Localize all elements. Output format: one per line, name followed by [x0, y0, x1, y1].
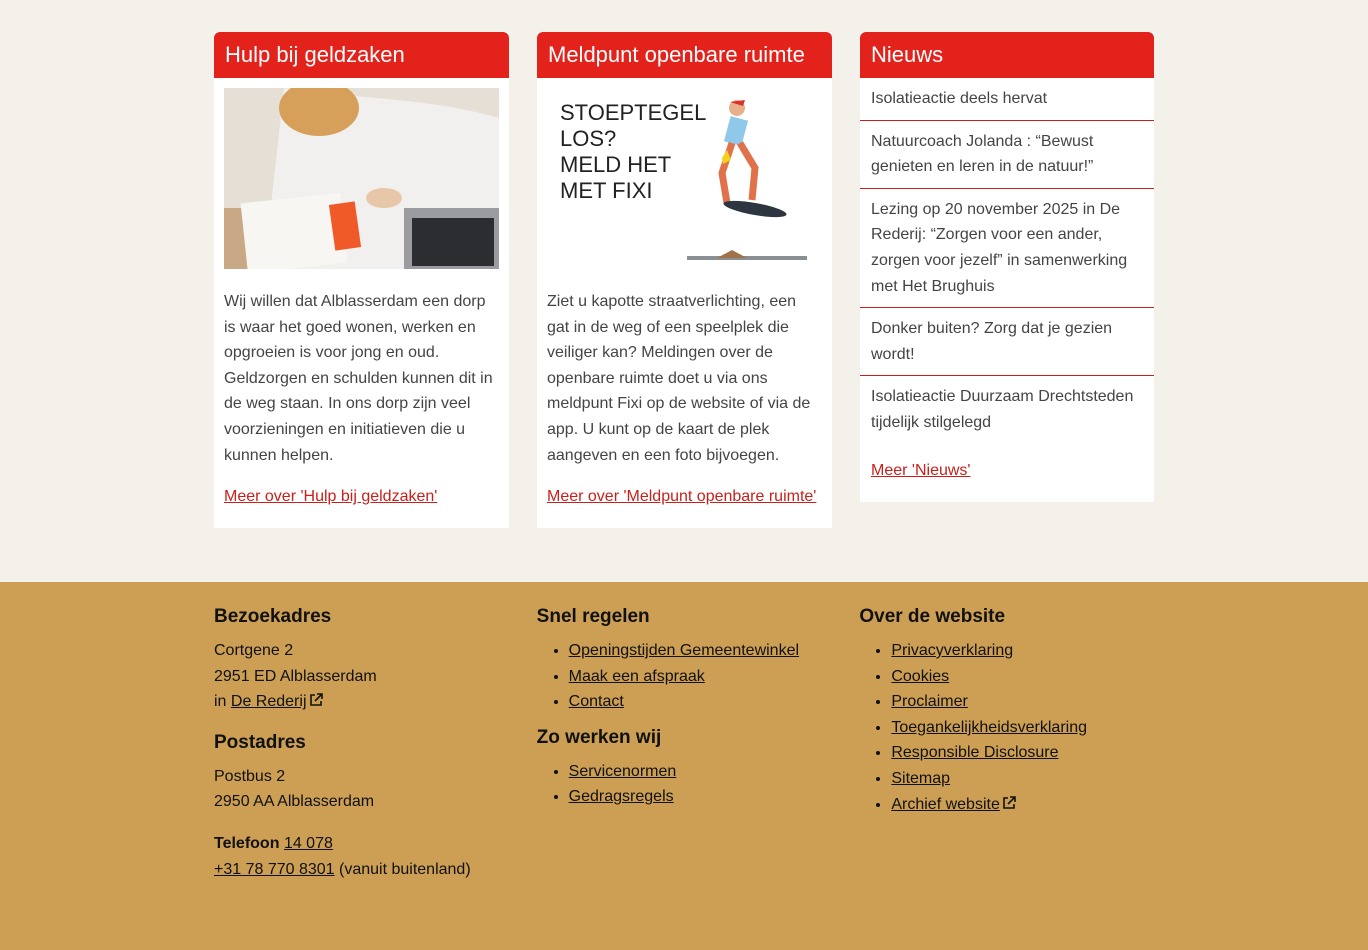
card-more-link[interactable]: Meer over 'Hulp bij geldzaken'	[224, 488, 438, 506]
de-rederij-link[interactable]: De Rederij	[230, 693, 307, 711]
phone-label: Telefoon	[214, 834, 280, 852]
footer-link-sitemap[interactable]: Sitemap	[891, 769, 951, 787]
visit-in-prefix: in	[214, 693, 227, 711]
news-item[interactable]: Donker buiten? Zorg dat je gezien wordt!	[860, 308, 1154, 376]
footer-col-address	[214, 606, 509, 882]
fixi-image-line-3: MELD HET	[560, 152, 672, 177]
footer-link-cookies[interactable]: Cookies	[891, 667, 950, 685]
news-more-link[interactable]: Meer 'Nieuws'	[871, 461, 971, 479]
footer-link-proclaimer[interactable]: Proclaimer	[891, 693, 968, 711]
cards-row	[214, 32, 1154, 528]
footer-heading-about: Over de website	[859, 606, 1006, 627]
card-title: Nieuws	[860, 32, 1154, 78]
footer-link-responsible-disclosure[interactable]: Responsible Disclosure	[891, 744, 1059, 762]
phone-link[interactable]: 14 078	[283, 834, 333, 852]
card-hulp-bij-geldzaken	[214, 32, 509, 528]
card-meldpunt-openbare-ruimte	[537, 32, 832, 528]
fixi-image-line-1: STOEPTEGEL	[560, 100, 707, 125]
phone-intl-link[interactable]: +31 78 770 8301	[214, 860, 335, 878]
external-link-icon	[309, 690, 323, 716]
card-more-link[interactable]: Meer over 'Meldpunt openbare ruimte'	[547, 488, 817, 506]
footer-col-about	[859, 606, 1154, 882]
footer-heading-quick: Snel regelen	[536, 606, 650, 627]
card-title: Hulp bij geldzaken	[214, 32, 509, 78]
footer-link-afspraak[interactable]: Maak een afspraak	[568, 667, 705, 685]
news-list	[860, 78, 1154, 444]
news-item[interactable]: Natuurcoach Jolanda : “Bewust genieten en leren in de natuur!”	[860, 121, 1154, 189]
news-more	[860, 444, 1154, 502]
external-link-icon	[1002, 793, 1016, 819]
phone-intl-note: (vanuit buitenland)	[339, 860, 471, 878]
visit-city: 2951 ED Alblasserdam	[214, 667, 377, 685]
card-title: Meldpunt openbare ruimte	[537, 32, 832, 78]
footer-heading-post: Postadres	[214, 731, 306, 753]
card-image-fixi	[547, 88, 822, 269]
visit-street: Cortgene 2	[214, 642, 294, 659]
fixi-image-line-4: MET FIXI	[560, 178, 653, 203]
fixi-image-line-2: LOS?	[560, 126, 617, 151]
footer-heading-visit: Bezoekadres	[214, 606, 332, 627]
footer-link-gedragsregels[interactable]: Gedragsregels	[568, 788, 674, 806]
footer-link-toegankelijkheid[interactable]: Toegankelijkheidsverklaring	[891, 718, 1088, 736]
news-item[interactable]: Isolatieactie deels hervat	[860, 78, 1154, 121]
card-news	[860, 32, 1154, 502]
footer-col-quick	[537, 606, 832, 882]
footer-link-contact[interactable]: Contact	[568, 693, 624, 711]
footer-link-archief[interactable]: Archief website	[891, 795, 1000, 813]
post-city: 2950 AA Alblasserdam	[214, 793, 375, 811]
footer-link-servicenormen[interactable]: Servicenormen	[568, 762, 677, 780]
card-text: Wij willen dat Alblasserdam een dorp is waar het goed wonen, werken en opgroeien is voor jong en oud. Geldzorgen en schulden kunnen dit in de weg staan. In ons dorp zijn veel voorzieningen en initiatieven die u kunnen helpen.	[224, 293, 493, 464]
site-footer	[0, 582, 1368, 950]
footer-link-openingstijden[interactable]: Openingstijden Gemeentewinkel	[568, 642, 800, 659]
post-box: Postbus 2	[214, 767, 286, 785]
footer-heading-how: Zo werken wij	[536, 726, 662, 748]
news-item[interactable]: Lezing op 20 november 2025 in De Rederij: “Zorgen voor een ander, zorgen voor jezelf” in samenwerking met Het Brughuis	[860, 189, 1154, 308]
news-item[interactable]: Isolatieactie Duurzaam Drechtsteden tijdelijk stilgelegd	[871, 388, 1134, 431]
footer-link-privacy[interactable]: Privacyverklaring	[891, 642, 1014, 659]
card-text: Ziet u kapotte straatverlichting, een gat in de weg of een speelplek die veiliger kan? Meldingen over de openbare ruimte doet u via ons meldpunt Fixi op de website of via de app. U kunt op de kaart de plek aangeven en een foto bijvoegen.	[547, 293, 811, 464]
card-photo-finances	[224, 88, 499, 269]
